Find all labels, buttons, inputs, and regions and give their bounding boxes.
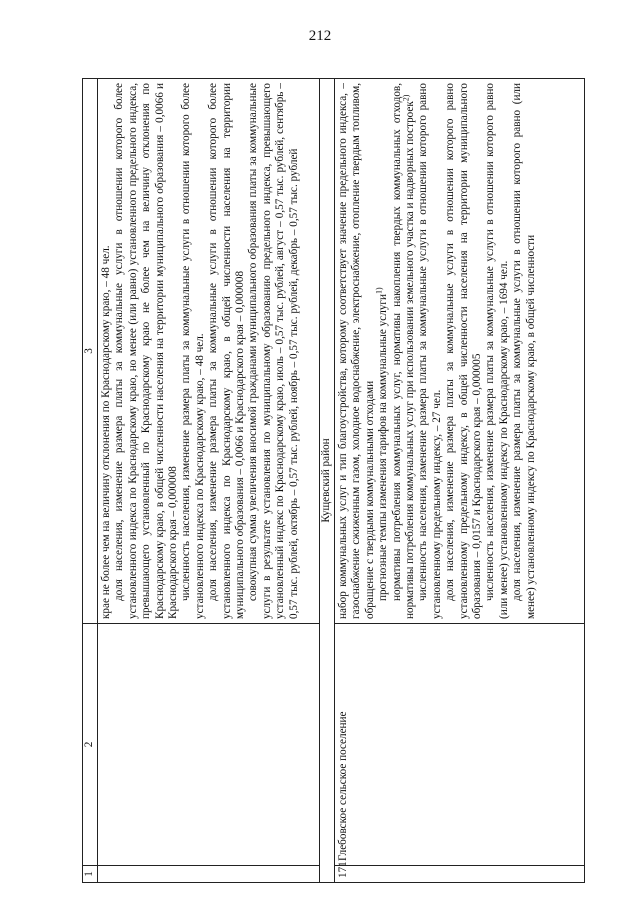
paragraph xyxy=(374,83,390,619)
cell-name: Глебовское сельское поселение xyxy=(335,624,585,866)
district-name: Кущевский район xyxy=(320,79,335,883)
paragraph: численность населения, изменение размера платы за коммунальные услуги в отношении которого более установленного индекса по Краснодарскому краю, – 48 чел. xyxy=(180,83,206,619)
header-col-3: 3 xyxy=(83,79,98,624)
paragraph: доля населения, изменение размера платы за коммунальные услуги в отношении которого равно установленному предельному индексу, в общей численности населения на территории муниципального образования – 0,0157 и Краснодарского края – 0,000005 xyxy=(444,83,484,619)
paragraph: доля населения, изменение размера платы за коммунальные услуги в отношении которого более установленного индекса по Краснодарскому краю, но менее (или равно) установленного предельного индекса, превышающего установленный по Краснодарскому краю не более чем на величину отклонения по Краснодарскому краю, в общей численности населения на территории муниципального образования – 0,0066 и Краснодарского края – 0,000008 xyxy=(113,83,180,619)
paragraph-text: прогнозные темпы изменения тарифов на коммунальные услуги xyxy=(377,294,390,601)
paragraph: доля населения, изменение размера платы за коммунальные услуги в отношении которого более установленного индекса по Краснодарскому краю, в общей численности населения на территории муниципального образования – 0,0066 и Краснодарского края – 0,000008 xyxy=(207,83,247,619)
cell-num xyxy=(98,866,320,883)
district-row xyxy=(320,79,335,883)
data-table xyxy=(82,78,585,883)
header-col-2: 2 xyxy=(83,624,98,866)
paragraph: численность населения, изменение размера платы за коммунальные услуги в отношении которого равно установленному предельному индексу, – 27 чел. xyxy=(417,83,443,619)
table-row-continuation xyxy=(98,79,320,883)
paragraph: крае не более чем на величину отклонения по Краснодарскому краю, – 48 чел. xyxy=(100,245,112,619)
paragraph-text: нормативы потребления коммунальных услуг, нормативы накопления твердых коммунальных отходов, нормативы потребления коммунальных услуг при использовании земельного участка и надворных построек xyxy=(390,83,417,619)
cell-name xyxy=(98,624,320,866)
rotated-table-container xyxy=(82,78,585,883)
page-number: 212 xyxy=(308,28,332,44)
paragraph: доля населения, изменение размера платы за коммунальные услуги в отношении которого равно (или менее) установленному индексу по Краснодарскому краю, в общей численности xyxy=(511,83,537,619)
paragraph: набор коммунальных услуг и тип благоустройства, которому соответствует значение предельного индекса, – газоснабжение сжиженным газом, холодное водоснабжение, электроснабжение, отопление твердым топливом, обращение с твердыми коммунальными отходами xyxy=(337,83,376,619)
header-row xyxy=(83,79,98,883)
footnote-ref: 2) xyxy=(401,94,411,102)
cell-description xyxy=(98,79,320,624)
header-col-1: 1 xyxy=(83,866,98,883)
footnote-ref: 1) xyxy=(374,287,384,295)
paragraph xyxy=(391,83,418,619)
paragraph: совокупная сумма увеличения вносимой гражданами муниципального образования платы за коммунальные услуги в результате установления по муниципальному образованию предельного индекса, превышающего установленный индекс по Краснодарскому краю, июль – 0,57 тыс. рублей, август – 0,57 тыс. рублей, сентябрь – 0,57 тыс. рублей, октябрь – 0,57 тыс. рублей, ноябрь – 0,57 тыс. рублей, декабрь – 0,57 тыс. рублей xyxy=(247,83,300,619)
cell-description xyxy=(335,79,585,624)
paragraph: численность населения, изменение размера платы за коммунальные услуги в отношении которого равно (или менее) установленному индексу по Краснодарскому краю, – 1694 чел. xyxy=(484,83,510,619)
cell-num: 171 xyxy=(335,866,585,883)
table-row-171 xyxy=(335,79,585,883)
